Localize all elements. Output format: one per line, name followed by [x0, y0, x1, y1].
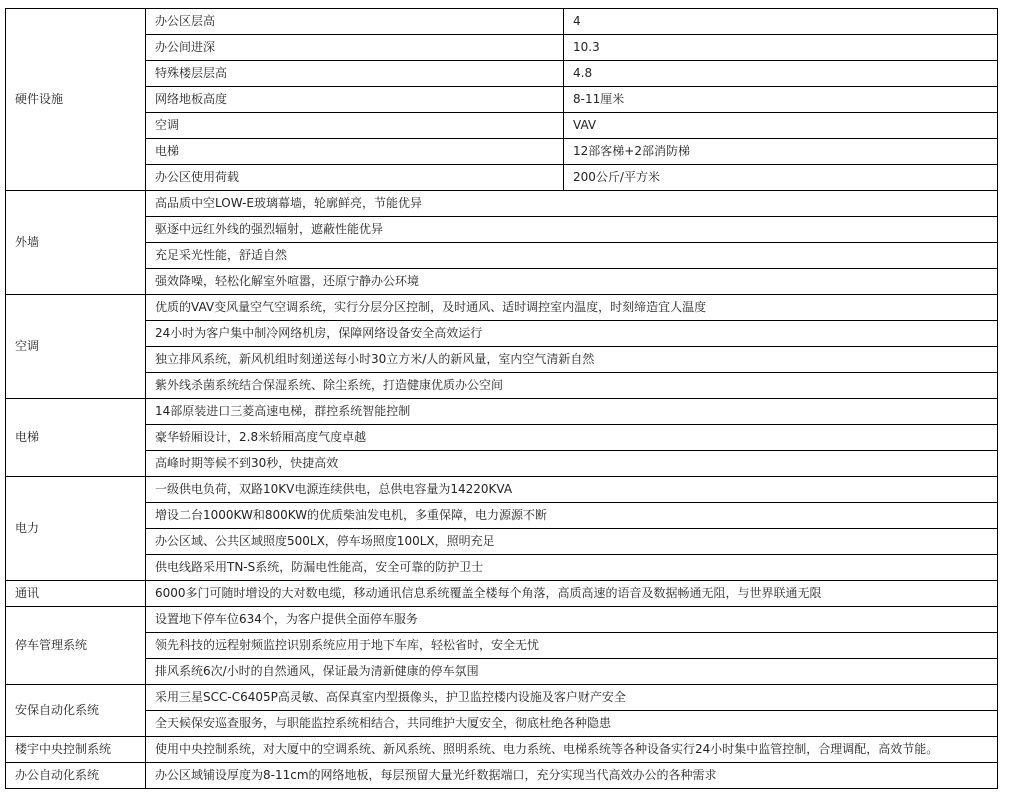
- table-row: [6, 633, 998, 659]
- item-label: 办公区层高: [146, 9, 564, 35]
- feature-text: 紫外线杀菌系统结合保湿系统、除尘系统，打造健康优质办公空间: [146, 373, 998, 399]
- feature-text: 供电线路采用TN-S系统，防漏电性能高，安全可靠的防护卫士: [146, 555, 998, 581]
- feature-text: 优质的VAV变风量空气空调系统，实行分层分区控制，及时通风、适时调控室内温度，时刻缔造宜人温度: [146, 295, 998, 321]
- table-row: [6, 87, 998, 113]
- item-value: 4.8: [564, 61, 998, 87]
- category-label: 空调: [6, 295, 146, 399]
- table-row: [6, 607, 998, 633]
- feature-text: 使用中央控制系统，对大厦中的空调系统、新风系统、照明系统、电力系统、电梯系统等各种设备实行24小时集中监管控制，合理调配，高效节能。: [146, 737, 998, 763]
- table-row: [6, 425, 998, 451]
- feature-text: 充足采光性能，舒适自然: [146, 243, 998, 269]
- item-label: 网络地板高度: [146, 87, 564, 113]
- table-row: [6, 165, 998, 191]
- table-row: [6, 659, 998, 685]
- category-label: 停车管理系统: [6, 607, 146, 685]
- table-row: [6, 373, 998, 399]
- category-label: 楼宇中央控制系统: [6, 737, 146, 763]
- table-row: [6, 529, 998, 555]
- feature-text: 强效降噪，轻松化解室外喧嚣，还原宁静办公环境: [146, 269, 998, 295]
- table-row: [6, 763, 998, 789]
- spec-table-body: [6, 9, 998, 789]
- feature-text: 14部原装进口三菱高速电梯，群控系统智能控制: [146, 399, 998, 425]
- category-label: 办公自动化系统: [6, 763, 146, 789]
- item-value: 4: [564, 9, 998, 35]
- table-row: [6, 295, 998, 321]
- category-label: 电梯: [6, 399, 146, 477]
- table-row: [6, 555, 998, 581]
- table-row: [6, 35, 998, 61]
- item-value: VAV: [564, 113, 998, 139]
- category-label: 通讯: [6, 581, 146, 607]
- item-value: 12部客梯+2部消防梯: [564, 139, 998, 165]
- feature-text: 6000多门可随时增设的大对数电缆，移动通讯信息系统覆盖全楼每个角落，高质高速的语音及数据畅通无阻，与世界联通无限: [146, 581, 998, 607]
- feature-text: 独立排风系统，新风机组时刻递送每小时30立方米/人的新风量，室内空气清新自然: [146, 347, 998, 373]
- feature-text: 领先科技的远程射频监控识别系统应用于地下车库，轻松省时，安全无忧: [146, 633, 998, 659]
- feature-text: 增设二台1000KW和800KW的优质柴油发电机，多重保障，电力源源不断: [146, 503, 998, 529]
- feature-text: 办公区域、公共区域照度500LX，停车场照度100LX，照明充足: [146, 529, 998, 555]
- table-row: [6, 477, 998, 503]
- feature-text: 一级供电负荷，双路10KV电源连续供电，总供电容量为14220KVA: [146, 477, 998, 503]
- table-row: [6, 503, 998, 529]
- feature-text: 驱逐中远红外线的强烈辐射，遮蔽性能优异: [146, 217, 998, 243]
- item-label: 办公间进深: [146, 35, 564, 61]
- item-label: 电梯: [146, 139, 564, 165]
- table-row: [6, 139, 998, 165]
- feature-text: 办公区域铺设厚度为8-11cm的网络地板，每层预留大量光纤数据端口，充分实现当代高效办公的各种需求: [146, 763, 998, 789]
- table-row: [6, 737, 998, 763]
- table-row: [6, 191, 998, 217]
- feature-text: 24小时为客户集中制冷网络机房，保障网络设备安全高效运行: [146, 321, 998, 347]
- category-label: 电力: [6, 477, 146, 581]
- item-label: 特殊楼层层高: [146, 61, 564, 87]
- table-row: [6, 217, 998, 243]
- table-row: [6, 347, 998, 373]
- feature-text: 高峰时期等候不到30秒，快捷高效: [146, 451, 998, 477]
- table-row: [6, 113, 998, 139]
- feature-text: 采用三星SCC-C6405P高灵敏、高保真室内型摄像头，护卫监控楼内设施及客户财产安全: [146, 685, 998, 711]
- building-spec-table: [5, 8, 998, 789]
- table-row: [6, 711, 998, 737]
- table-row: [6, 451, 998, 477]
- table-row: [6, 269, 998, 295]
- feature-text: 高品质中空LOW-E玻璃幕墙，轮廓鲜亮，节能优异: [146, 191, 998, 217]
- table-row: [6, 9, 998, 35]
- item-value: 8-11厘米: [564, 87, 998, 113]
- feature-text: 豪华轿厢设计，2.8米轿厢高度气度卓越: [146, 425, 998, 451]
- table-row: [6, 581, 998, 607]
- category-label: 安保自动化系统: [6, 685, 146, 737]
- feature-text: 设置地下停车位634个，为客户提供全面停车服务: [146, 607, 998, 633]
- table-row: [6, 685, 998, 711]
- table-row: [6, 321, 998, 347]
- feature-text: 全天候保安巡查服务，与职能监控系统相结合，共同维护大厦安全，彻底杜绝各种隐患: [146, 711, 998, 737]
- table-row: [6, 61, 998, 87]
- category-hardware: 硬件设施: [6, 9, 146, 191]
- table-row: [6, 243, 998, 269]
- item-label: 空调: [146, 113, 564, 139]
- table-row: [6, 399, 998, 425]
- item-label: 办公区使用荷载: [146, 165, 564, 191]
- category-label: 外墙: [6, 191, 146, 295]
- item-value: 200公斤/平方米: [564, 165, 998, 191]
- feature-text: 排风系统6次/小时的自然通风，保证最为清新健康的停车氛围: [146, 659, 998, 685]
- item-value: 10.3: [564, 35, 998, 61]
